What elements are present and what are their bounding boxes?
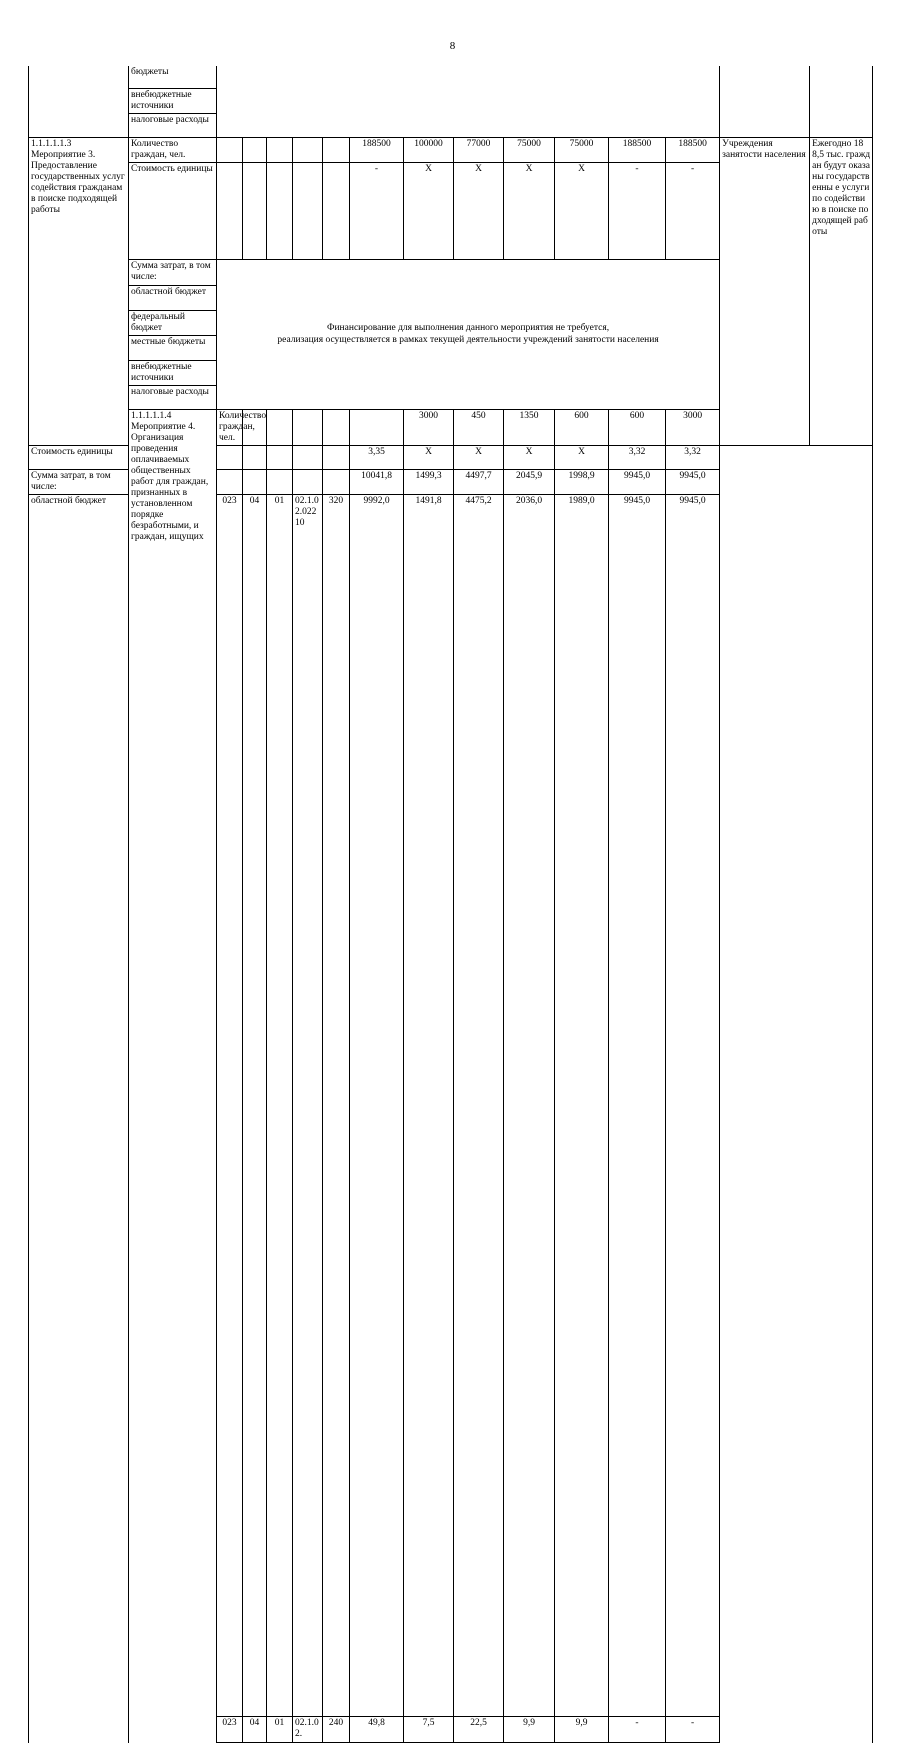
measure3-code-cell xyxy=(267,162,293,259)
measure3-value: X xyxy=(454,162,504,259)
measure3-value: - xyxy=(350,162,404,259)
measure4-value: 3,32 xyxy=(666,445,720,469)
measure4-value: 3,35 xyxy=(350,445,404,469)
measure3-code-cell xyxy=(293,162,323,259)
measure4-code-cell xyxy=(217,445,243,469)
measure4-value: 1998,9 xyxy=(555,469,609,494)
measure4-value: 2045,9 xyxy=(504,469,555,494)
fragment-row-label: бюджеты xyxy=(129,66,217,88)
measure4-value: 1989,0 xyxy=(555,494,609,1717)
measure4-value: 9945,0 xyxy=(609,494,666,1717)
measure4-code-cell xyxy=(267,409,293,445)
measure4-row-label: Стоимость единицы xyxy=(29,445,129,469)
measure4-grbs: 023 xyxy=(217,494,243,1717)
measure4-value: 1499,3 xyxy=(404,469,454,494)
measure3-value: 188500 xyxy=(609,137,666,162)
measure4-code-cell xyxy=(293,409,323,445)
measure4-value: 9945,0 xyxy=(666,494,720,1717)
measure4-code-cell xyxy=(243,445,267,469)
measure4-value: 450 xyxy=(454,409,504,445)
measure4-rz: 04 xyxy=(243,1717,267,1743)
measure4-row-label: Количество граждан, чел. xyxy=(217,409,243,445)
measure4-value: 9,9 xyxy=(555,1717,609,1743)
measure4-value: - xyxy=(609,1717,666,1743)
measure3-code-cell xyxy=(323,162,350,259)
measure3-budget-label: Сумма затрат, в том числе: xyxy=(129,259,217,285)
measure3-value: - xyxy=(666,162,720,259)
measure4-code-cell xyxy=(217,469,243,494)
fragment-result-cell xyxy=(810,66,873,137)
measure4-code-cell xyxy=(267,469,293,494)
measure4-csr: 02.1.02. xyxy=(293,1717,323,1743)
measure4-vr: 320 xyxy=(323,494,350,1717)
measure3-code-cell xyxy=(217,137,243,162)
measure4-value: X xyxy=(555,445,609,469)
note-line: Финансирование для выполнения данного мероприятия не требуется, xyxy=(326,323,610,333)
measure4-code-cell xyxy=(323,445,350,469)
measure4-grbs: 023 xyxy=(217,1717,243,1743)
measure4-pr: 01 xyxy=(267,494,293,1717)
fragment-title-cell xyxy=(29,66,129,137)
measure4-value: 600 xyxy=(555,409,609,445)
measure4-value: X xyxy=(404,445,454,469)
measure3-code-cell xyxy=(293,137,323,162)
measure4-code-cell xyxy=(323,409,350,445)
measure4-value: 3,32 xyxy=(609,445,666,469)
measure3-value: X xyxy=(404,162,454,259)
fragment-responsible-cell xyxy=(720,66,810,137)
measure3-value: 75000 xyxy=(555,137,609,162)
measure4-value: 10041,8 xyxy=(350,469,404,494)
measure3-budget-label: областной бюджет xyxy=(129,285,217,310)
measure4-value: 2036,0 xyxy=(504,494,555,1717)
measure3-financing-note xyxy=(217,259,720,409)
measure4-value: 1350 xyxy=(504,409,555,445)
measure4-value: 600 xyxy=(609,409,666,445)
fragment-row-label: внебюджетные источники xyxy=(129,88,217,113)
measure4-vr: 240 xyxy=(323,1717,350,1743)
measure4-pr: 01 xyxy=(267,1717,293,1743)
measure4-code-cell xyxy=(293,469,323,494)
measure3-code-cell xyxy=(217,162,243,259)
measure3-value: X xyxy=(504,162,555,259)
page-number: 8 xyxy=(449,40,456,52)
measure3-code-cell xyxy=(243,162,267,259)
measure4-value: 9945,0 xyxy=(609,469,666,494)
measure4-csr: 02.1.02.02210 xyxy=(293,494,323,1717)
measure4-rz: 04 xyxy=(243,494,267,1717)
fragment-row-label: налоговые расходы xyxy=(129,113,217,137)
measure4-value: X xyxy=(504,445,555,469)
measure3-value: - xyxy=(609,162,666,259)
measure4-value: 3000 xyxy=(404,409,454,445)
measure4-code-cell xyxy=(267,445,293,469)
measure3-row-label: Количество граждан, чел. xyxy=(129,137,217,162)
measure4-value: - xyxy=(666,1717,720,1743)
measure4-code-cell xyxy=(243,469,267,494)
measure4-code-cell xyxy=(350,409,404,445)
measure4-code-cell xyxy=(323,469,350,494)
measure4-value: 1491,8 xyxy=(404,494,454,1717)
note-line: реализация осуществляется в рамках текущей деятельности учреждений занятости населения xyxy=(277,335,659,345)
measure4-value: 7,5 xyxy=(404,1717,454,1743)
measure4-value: 4475,2 xyxy=(454,494,504,1717)
measure3-title: 1.1.1.1.1.3 Мероприятие 3. Предоставление государственных услуг содействия гражданам в поиске подходящей работы xyxy=(29,137,129,445)
measure4-value: 4497,7 xyxy=(454,469,504,494)
measure4-value: 22,5 xyxy=(454,1717,504,1743)
measure3-budget-label: федеральный бюджет xyxy=(129,310,217,335)
measure4-value: 3000 xyxy=(666,409,720,445)
program-measures-table xyxy=(28,66,873,1743)
fragment-empty-area xyxy=(217,66,720,137)
measure4-value: 49,8 xyxy=(350,1717,404,1743)
measure4-value: 9945,0 xyxy=(666,469,720,494)
measure3-budget-label: местные бюджеты xyxy=(129,335,217,360)
measure3-value: 75000 xyxy=(504,137,555,162)
measure3-result: Ежегодно 188,5 тыс. граждан будут оказаны государственны е услуги по содействию в поиске подходящей работы xyxy=(810,137,873,445)
measure3-budget-label: налоговые расходы xyxy=(129,385,217,409)
measure4-oblast-label: областной бюджет xyxy=(29,494,129,1743)
measure3-code-cell xyxy=(243,137,267,162)
measure3-responsible: Учреждения занятости населения xyxy=(720,137,810,445)
measure4-value: 9992,0 xyxy=(350,494,404,1717)
measure4-row-label: Сумма затрат, в том числе: xyxy=(29,469,129,494)
measure3-budget-label: внебюджетные источники xyxy=(129,360,217,385)
measure4-value: X xyxy=(454,445,504,469)
measure3-value: 100000 xyxy=(404,137,454,162)
measure3-code-cell xyxy=(267,137,293,162)
measure4-value: 9,9 xyxy=(504,1717,555,1743)
measure3-value: 188500 xyxy=(666,137,720,162)
measure3-value: X xyxy=(555,162,609,259)
measure3-code-cell xyxy=(323,137,350,162)
measure4-code-cell xyxy=(293,445,323,469)
measure4-title: 1.1.1.1.1.4 Мероприятие 4. Организация проведения оплачиваемых общественных работ для граждан, признанных в установленном порядке безработными, и граждан, ищущих xyxy=(129,409,217,1743)
measure3-value: 188500 xyxy=(350,137,404,162)
measure3-value: 77000 xyxy=(454,137,504,162)
measure3-row-label: Стоимость единицы xyxy=(129,162,217,259)
